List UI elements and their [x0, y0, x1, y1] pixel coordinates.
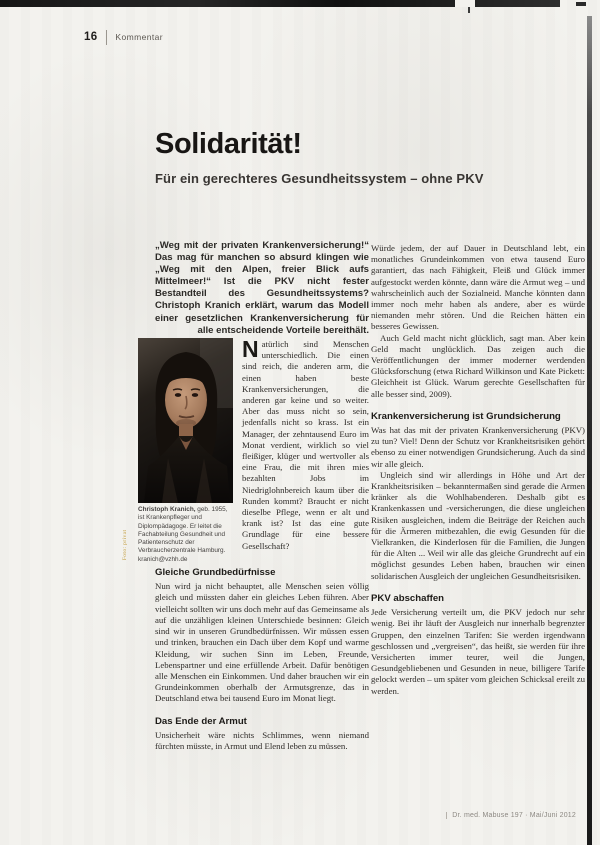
author-photo-block: [121, 338, 233, 564]
scan-tick-mark: [468, 7, 470, 13]
text-column-left: [121, 336, 369, 752]
photo-caption-name: Christoph Kranich,: [138, 506, 196, 513]
body-paragraph: Ungleich sind wir allerdings in Höhe und Art der Krankheitsrisiken – bekanntermaßen sind gerade die Armen kränker als die Wohlhabenderen. Deshalb gibt es Krankenkassen und -versicherungen, die diese ungleichen Risiken ausgleichen, indem die Beiträge der Reichen auch für die Ärmeren mitbezahlen, die ewig Gesunden für die Vielkranken, die Kinderlosen für die Familien, die Jungen für die Alten ... Weil wir alle das gleiche Grundrecht auf ein möglichst gesundes Leben haben, brauchen wir einen solidarischen Ausgleich der ungleichen Gesundheitsrisiken.: [371, 469, 585, 581]
crosshead-krankenversicherung-ist-grundsicherung: Krankenversicherung ist Grundsicherung: [371, 410, 561, 422]
article-subtitle: Für ein gerechteres Gesundheitssystem – ohne PKV: [155, 171, 484, 186]
article-masthead: [155, 128, 575, 186]
photo-caption: [138, 506, 233, 564]
drop-cap: N: [242, 336, 259, 362]
page-number: 16: [84, 31, 98, 43]
photo-caption-text: geb. 1955, ist Krankenpfleger und Diplompädagoge. Er leitet die Fachabteilung Gesundheit und Patientenschutz der Verbraucherzentrale Hamburg. kranich@vzhh.de: [138, 506, 228, 563]
body-paragraph: Jede Versicherung verteilt um, die PKV jedoch nur sehr wenig. Bei ihr läuft der Ausgleich nur innerhalb begrenzter Gruppen, den einzelnen Tarifen: Sie werden irgendwann geschlossen und „vergreisen“, das heißt, sie werden für ihre Versicherten immer teurer, weil die Jungen, Gesundgebliebenen und Gesunden in neue, billigere Tarife gelockt werden – um später vom gleichen Schicksal ereilt zu werden.: [371, 607, 585, 696]
scan-edge-top: [0, 0, 560, 7]
crosshead-gleiche-grundbeduerfnisse: Gleiche Grundbedürfnisse: [155, 567, 276, 579]
article-intro: „Weg mit der privaten Krankenversicherung!“ Das mag für manchen so absurd klingen wie „Weg mit den Alpen, freier Blick aufs Mittelmeer!“ Ist die PKV nicht fester Bestandteil des Gesundheitssystems? Christoph Kranich erklärt, warum das Modell einer gesetzlichen Krankenversicherung für alle entscheidende Vorteile bereithält.: [155, 240, 369, 336]
crosshead-pkv-abschaffen: PKV abschaffen: [371, 592, 445, 604]
page-header: [84, 28, 163, 46]
header-divider: [106, 30, 107, 45]
body-paragraph: Unsicherheit wäre nichts Schlimmes, wenn niemand fürchten müsste, in Armut und Elend leben zu müssen.: [155, 729, 369, 751]
scan-corner-mark: [576, 2, 586, 6]
body-paragraph: Würde jedem, der auf Dauer in Deutschland lebt, ein monatliches Grundeinkommen von etwa tausend Euro garantiert, das nach Fähigkeit, Fleiß und Glück immer aufgestockt werden könnte, dann wäre die Armut weg – und wahrscheinlich auch der Sozialneid. Manche könnten dann immer noch mehr haben als andere, aber es würde niemanden mehr stören. Und die Reichen hätten ein besseres Gewissen.: [371, 243, 585, 332]
body-paragraph: Auch Geld macht nicht glücklich, sagt man. Aber kein Geld macht unglücklich. Das zeigen auch die Veröffentlichungen der immer moderner werdenden Glücksforschung (etwa Richard Wilkinson und Kate Pickett: Gleichheit ist Glück. Warum gerechte Gesellschaften für alle besser sind, 2009).: [371, 332, 585, 399]
section-label: Kommentar: [115, 32, 163, 42]
article-title: Solidarität!: [155, 128, 302, 160]
photo-credit: Foto: privat: [121, 529, 128, 561]
body-paragraph: Was hat das mit der privaten Krankenversicherung (PKV) zu tun? Viel! Denn der Schutz vor Krankheitsrisiken gehört ebenso zu einer notwendigen Grundsicherung. Auch da sind wir alle gleich.: [371, 425, 585, 469]
scan-edge-right: [587, 16, 592, 845]
text-column-right: [371, 243, 585, 697]
portrait-photo: [138, 338, 233, 503]
body-paragraph: Nun wird ja nicht behauptet, alle Menschen seien völlig gleich und müssten daher ein gleiches Leben führen. Aber vielleicht sollten wir uns doch mehr auf das Gemeinsame als auf die unzähligen kleinen Unterschiede besinnen: Gleich sind wir in unseren Grundbedürfnissen. Wir müssen essen und trinken, brauchen ein Dach über dem Kopf und warme Kleidung, wir suchen Sinn im Leben, Freunde, Lebenspartner und eine erfüllende Arbeit. Dafür benötigen alle Menschen ein Einkommen. Und daher brauchen wir ein Grundeinkommen oberhalb der Armutsgrenze, das in Deutschland etwa bei tausend Euro im Monat liegt.: [155, 581, 369, 704]
paragraph-text: atürlich sind Menschen unterschiedlich. Die einen sind reich, die anderen arm, die einen haben beste Krankenversicherungen, die anderen gar keine und so weiter. Aber das muss nicht so sein, jedenfalls nicht so krass. Ist ein Manager, der zehntausend Euro im Monat verdient, wirklich so viel fleißiger, klüger und wertvoller als eine Frau, die mit ihren mies bezahlten Jobs im Niedriglohnbereich kaum über die Runden kommt? Braucht er nicht dieselbe Pflege, wenn er alt und krank ist? Ist das eine gute Grundlage für eine bessere Gesellschaft?: [242, 339, 369, 551]
crosshead-das-ende-der-armut: Das Ende der Armut: [155, 715, 247, 727]
page-footer: Dr. med. Mabuse 197 · Mai/Juni 2012: [446, 812, 576, 819]
scan-edge-top-gap: [455, 0, 475, 7]
